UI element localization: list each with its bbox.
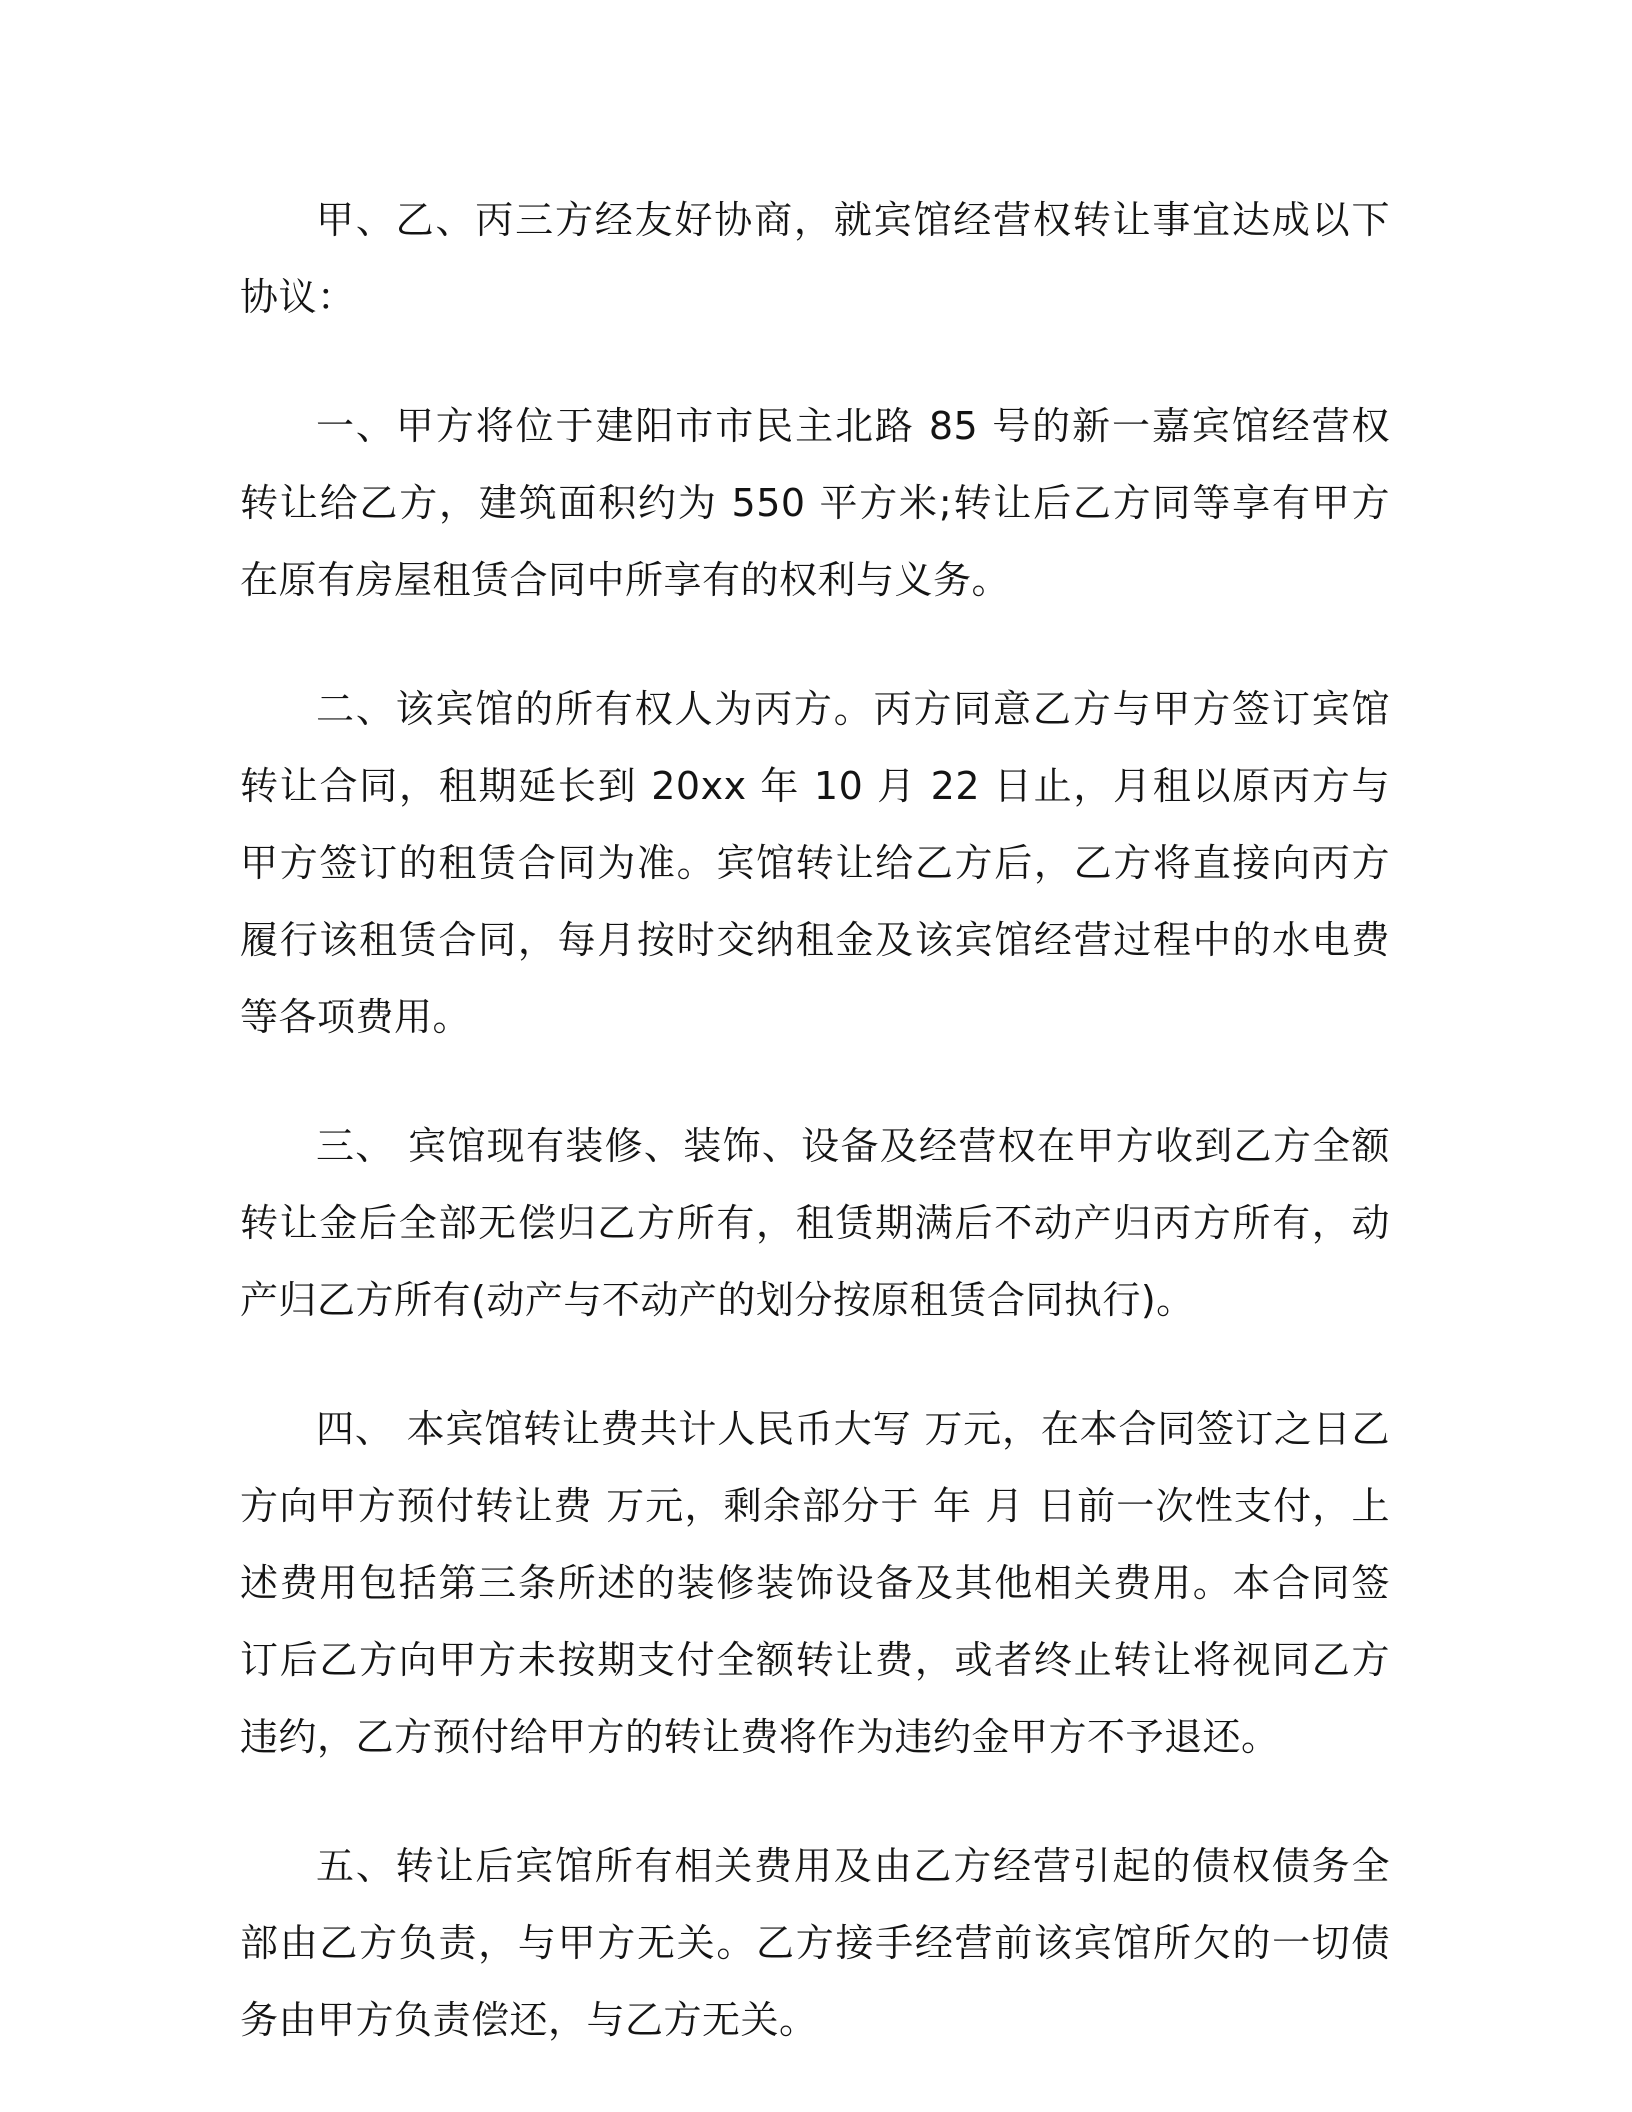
paragraph-intro: 甲、乙、丙三方经友好协商，就宾馆经营权转让事宜达成以下协议： [240, 198, 1390, 319]
paragraph-clause-5: 五、转让后宾馆所有相关费用及由乙方经营引起的债权债务全部由乙方负责，与甲方无关。乙方接手经营前该宾馆所欠的一切债务由甲方负责偿还，与乙方无关。 [240, 1844, 1390, 2042]
paragraph-clause-2: 二、该宾馆的所有权人为丙方。丙方同意乙方与甲方签订宾馆转让合同，租期延长到 20xx 年 10 月 22 日止，月租以原丙方与甲方签订的租赁合同为准。宾馆转让给乙方后，乙方将直接向丙方履行该租赁合同，每月按时交纳租金及该宾馆经营过程中的水电费等各项费用。 [240, 687, 1390, 1039]
paragraph-clause-1: 一、甲方将位于建阳市市民主北路 85 号的新一嘉宾馆经营权转让给乙方，建筑面积约为 550 平方米;转让后乙方同等享有甲方在原有房屋租赁合同中所享有的权利与义务。 [240, 404, 1390, 602]
paragraph-clause-3: 三、 宾馆现有装修、装饰、设备及经营权在甲方收到乙方全额转让金后全部无偿归乙方所有，租赁期满后不动产归丙方所有，动产归乙方所有(动产与不动产的划分按原租赁合同执行)。 [240, 1124, 1390, 1322]
document-body [240, 182, 1390, 2111]
paragraph-clause-4: 四、 本宾馆转让费共计人民币大写 万元，在本合同签订之日乙方向甲方预付转让费 万元，剩余部分于 年 月 日前一次性支付，上述费用包括第三条所述的装修装饰设备及其他相关费用。本合同签订后乙方向甲方未按期支付全额转让费，或者终止转让将视同乙方违约，乙方预付给甲方的转让费将作为违约金甲方不予退还。 [240, 1407, 1390, 1759]
